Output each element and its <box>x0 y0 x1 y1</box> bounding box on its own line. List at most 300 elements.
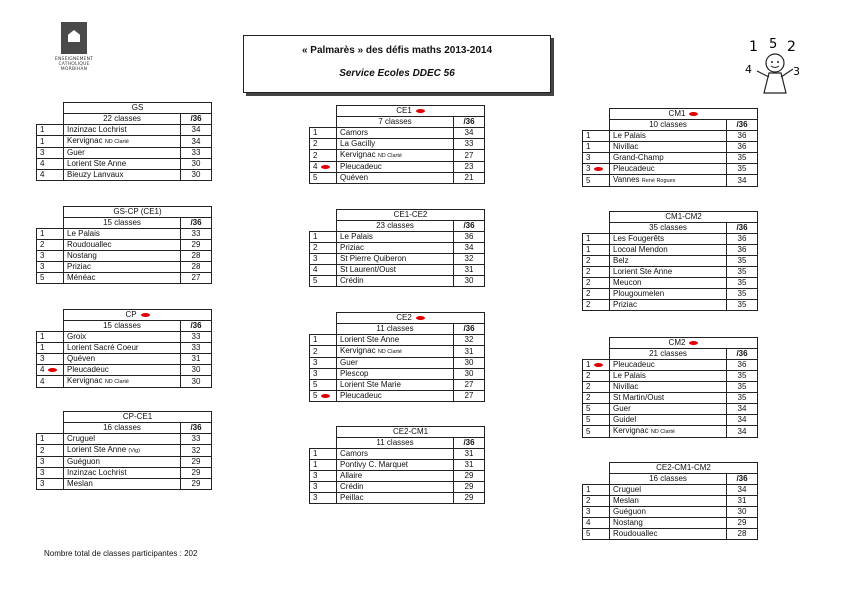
school-cell: Lorient Ste Anne <box>64 159 181 170</box>
rank-cell: 4 <box>37 365 64 376</box>
rank-cell: 5 <box>310 276 337 287</box>
score-cell: 34 <box>181 125 212 136</box>
table-row <box>583 360 758 371</box>
school-cell: Lorient Sacré Coeur <box>64 343 181 354</box>
score-cell: 31 <box>454 346 485 358</box>
table-row <box>37 240 212 251</box>
school-cell: Le Palais <box>337 232 454 243</box>
rank-cell: 3 <box>37 251 64 262</box>
school-qualifier: René Rogues <box>641 178 676 184</box>
rank-cell: 4 <box>310 162 337 173</box>
class-count: 11 classes <box>337 438 454 449</box>
school-cell: Priziac <box>337 243 454 254</box>
class-count: 10 classes <box>610 120 727 131</box>
rank-cell: 1 <box>37 125 64 136</box>
document-title: « Palmarès » des défis maths 2013-2014 <box>301 45 493 56</box>
score-cell: 36 <box>727 131 758 142</box>
red-highlight-mark <box>321 165 330 169</box>
total-classes-note: Nombre total de classes participantes : 202 <box>44 549 198 558</box>
table-gs <box>36 102 212 181</box>
table-row <box>310 335 485 346</box>
school-cell: Meslan <box>64 479 181 490</box>
score-cell: 32 <box>181 445 212 457</box>
class-count: 11 classes <box>337 324 454 335</box>
school-cell: Crédin <box>337 276 454 287</box>
score-cell: 35 <box>727 164 758 175</box>
table-row <box>310 358 485 369</box>
rank-cell: 1 <box>310 128 337 139</box>
school-cell: Kervignac ND Clarté <box>337 150 454 162</box>
table-row <box>583 393 758 404</box>
table-row <box>583 518 758 529</box>
rank-cell: 2 <box>583 393 610 404</box>
score-cell: 30 <box>454 369 485 380</box>
red-highlight-mark <box>689 341 698 345</box>
school-cell: Quéven <box>64 354 181 365</box>
score-cell: 27 <box>454 391 485 402</box>
score-cell: 30 <box>181 365 212 376</box>
score-cell: 32 <box>454 335 485 346</box>
score-cell: 27 <box>181 273 212 284</box>
school-cell: Inzinzac Lochrist <box>64 125 181 136</box>
score-cell: 33 <box>181 343 212 354</box>
score-cell: 35 <box>727 393 758 404</box>
school-cell: Pleucadeuc <box>64 365 181 376</box>
school-cell: Nostang <box>64 251 181 262</box>
rank-cell: 1 <box>37 136 64 148</box>
table-title: CE1 <box>337 106 485 117</box>
table-row <box>310 232 485 243</box>
score-cell: 29 <box>181 240 212 251</box>
max-score: /36 <box>181 218 212 229</box>
table-row <box>37 125 212 136</box>
school-cell: Lorient Ste Anne (Vig) <box>64 445 181 457</box>
school-cell: Pleucadeuc <box>610 164 727 175</box>
table-row <box>37 445 212 457</box>
school-cell: Vannes René Rogues <box>610 175 727 187</box>
table-row <box>310 128 485 139</box>
rank-cell: 1 <box>583 234 610 245</box>
table-title: CP-CE1 <box>64 412 212 423</box>
class-count: 16 classes <box>64 423 181 434</box>
school-cell: Peillac <box>337 493 454 504</box>
score-cell: 29 <box>181 468 212 479</box>
max-score: /36 <box>727 120 758 131</box>
table-row <box>310 173 485 184</box>
red-highlight-mark <box>48 368 57 372</box>
ddec-logo <box>44 22 104 88</box>
rank-cell: 1 <box>310 232 337 243</box>
school-cell: Nostang <box>610 518 727 529</box>
rank-cell: 3 <box>310 254 337 265</box>
table-row <box>310 265 485 276</box>
table-row <box>37 343 212 354</box>
rank-cell: 2 <box>310 150 337 162</box>
school-cell: Pleucadeuc <box>610 360 727 371</box>
table-row <box>310 482 485 493</box>
school-cell: Lorient Ste Anne <box>610 267 727 278</box>
table-ce1ce2 <box>309 209 485 287</box>
score-cell: 36 <box>727 245 758 256</box>
table-row <box>37 468 212 479</box>
rank-cell: 2 <box>310 139 337 150</box>
max-score: /36 <box>181 114 212 125</box>
table-row <box>310 449 485 460</box>
class-count: 7 classes <box>337 117 454 128</box>
table-row <box>583 131 758 142</box>
table-row <box>37 229 212 240</box>
table-row <box>37 479 212 490</box>
rank-cell: 1 <box>583 245 610 256</box>
school-cell: Les Fougerêts <box>610 234 727 245</box>
school-cell: Priziac <box>64 262 181 273</box>
document-header <box>243 35 551 93</box>
score-cell: 27 <box>454 380 485 391</box>
school-cell: La Gacilly <box>337 139 454 150</box>
max-score: /36 <box>727 474 758 485</box>
table-row <box>37 136 212 148</box>
score-cell: 33 <box>181 148 212 159</box>
school-cell: Le Palais <box>610 131 727 142</box>
rank-cell: 1 <box>37 332 64 343</box>
school-cell: Kervignac ND Clarté <box>64 136 181 148</box>
school-cell: Plescop <box>337 369 454 380</box>
score-cell: 29 <box>454 471 485 482</box>
score-cell: 35 <box>727 267 758 278</box>
school-cell: Nivillac <box>610 142 727 153</box>
table-row <box>37 273 212 284</box>
score-cell: 34 <box>727 404 758 415</box>
score-cell: 35 <box>727 256 758 267</box>
rank-cell: 1 <box>310 335 337 346</box>
table-row <box>310 460 485 471</box>
score-cell: 30 <box>181 376 212 388</box>
table-row <box>310 391 485 402</box>
score-cell: 31 <box>727 496 758 507</box>
school-qualifier: ND Clarté <box>377 349 402 355</box>
score-cell: 34 <box>727 426 758 438</box>
score-cell: 30 <box>181 159 212 170</box>
rank-cell: 3 <box>583 153 610 164</box>
rank-cell: 1 <box>583 485 610 496</box>
table-row <box>310 254 485 265</box>
school-cell: Inzinzac Lochrist <box>64 468 181 479</box>
score-cell: 21 <box>454 173 485 184</box>
class-count: 22 classes <box>64 114 181 125</box>
rank-cell: 4 <box>37 170 64 181</box>
school-cell: Cruguel <box>610 485 727 496</box>
rank-cell: 2 <box>37 445 64 457</box>
class-count: 15 classes <box>64 321 181 332</box>
red-highlight-mark <box>321 394 330 398</box>
table-row <box>310 346 485 358</box>
table-row <box>583 300 758 311</box>
table-row <box>37 148 212 159</box>
rank-cell: 1 <box>310 460 337 471</box>
school-cell: Le Palais <box>610 371 727 382</box>
rank-cell: 2 <box>583 382 610 393</box>
school-qualifier: ND Clarté <box>104 379 129 385</box>
school-cell: Kervignac ND Clarté <box>64 376 181 388</box>
table-gscp <box>36 206 212 284</box>
table-row <box>37 376 212 388</box>
school-cell: Nivillac <box>610 382 727 393</box>
score-cell: 33 <box>181 434 212 445</box>
table-row <box>310 162 485 173</box>
school-cell: Allaire <box>337 471 454 482</box>
school-cell: St Laurent/Oust <box>337 265 454 276</box>
rank-cell: 2 <box>310 346 337 358</box>
rank-cell: 5 <box>583 175 610 187</box>
rank-cell: 1 <box>583 142 610 153</box>
rank-cell: 5 <box>583 529 610 540</box>
table-row <box>583 267 758 278</box>
score-cell: 29 <box>454 482 485 493</box>
rank-cell: 3 <box>310 493 337 504</box>
rank-cell: 5 <box>583 426 610 438</box>
score-cell: 29 <box>454 493 485 504</box>
class-count: 23 classes <box>337 221 454 232</box>
score-cell: 32 <box>454 254 485 265</box>
school-cell: Lorient Ste Anne <box>337 335 454 346</box>
table-row <box>310 243 485 254</box>
score-cell: 36 <box>727 142 758 153</box>
logo-emblem <box>61 22 87 54</box>
school-cell: Crédin <box>337 482 454 493</box>
school-qualifier: (Vig) <box>128 448 140 454</box>
rank-cell: 1 <box>583 131 610 142</box>
school-cell: Camors <box>337 128 454 139</box>
table-row <box>583 485 758 496</box>
rank-cell: 4 <box>37 159 64 170</box>
school-cell: Pontivy C. Marquet <box>337 460 454 471</box>
score-cell: 34 <box>727 415 758 426</box>
document-subtitle: Service Ecoles DDEC 56 <box>339 68 455 79</box>
table-row <box>37 332 212 343</box>
score-cell: 35 <box>727 382 758 393</box>
max-score: /36 <box>454 221 485 232</box>
max-score: /36 <box>454 324 485 335</box>
score-cell: 30 <box>454 276 485 287</box>
class-count: 16 classes <box>610 474 727 485</box>
score-cell: 34 <box>727 175 758 187</box>
mascot-digit: 1 <box>749 39 758 55</box>
score-cell: 34 <box>454 243 485 254</box>
rank-cell: 2 <box>310 243 337 254</box>
rank-cell: 5 <box>583 415 610 426</box>
table-cm2 <box>582 337 758 438</box>
table-title: CP <box>64 310 212 321</box>
red-highlight-mark <box>141 313 150 317</box>
school-cell: Pleucadeuc <box>337 162 454 173</box>
rank-cell: 5 <box>310 391 337 402</box>
table-title: CE1-CE2 <box>337 210 485 221</box>
table-row <box>37 159 212 170</box>
school-cell: Belz <box>610 256 727 267</box>
rank-cell: 1 <box>37 229 64 240</box>
school-cell: St Pierre Quiberon <box>337 254 454 265</box>
rank-cell: 3 <box>583 164 610 175</box>
table-row <box>37 251 212 262</box>
score-cell: 29 <box>181 479 212 490</box>
rank-cell: 2 <box>583 278 610 289</box>
class-count: 21 classes <box>610 349 727 360</box>
score-cell: 30 <box>454 358 485 369</box>
rank-cell: 5 <box>37 273 64 284</box>
school-cell: Pleucadeuc <box>337 391 454 402</box>
rank-cell: 1 <box>310 449 337 460</box>
score-cell: 34 <box>181 136 212 148</box>
table-row <box>310 369 485 380</box>
rank-cell: 2 <box>583 267 610 278</box>
table-row <box>310 493 485 504</box>
table-ce1 <box>309 105 485 184</box>
rank-cell: 3 <box>37 479 64 490</box>
rank-cell: 2 <box>583 300 610 311</box>
table-row <box>37 457 212 468</box>
rank-cell: 4 <box>583 518 610 529</box>
table-row <box>37 354 212 365</box>
school-cell: Kervignac ND Clarté <box>337 346 454 358</box>
score-cell: 30 <box>181 170 212 181</box>
table-row <box>37 434 212 445</box>
score-cell: 23 <box>454 162 485 173</box>
max-score: /36 <box>454 117 485 128</box>
score-cell: 35 <box>727 371 758 382</box>
score-cell: 35 <box>727 153 758 164</box>
rank-cell: 1 <box>583 360 610 371</box>
class-count: 35 classes <box>610 223 727 234</box>
table-cm1cm2 <box>582 211 758 311</box>
red-highlight-mark <box>689 112 698 116</box>
school-cell: Le Palais <box>64 229 181 240</box>
school-qualifier: ND Clarté <box>650 429 675 435</box>
rank-cell: 1 <box>37 343 64 354</box>
rank-cell: 1 <box>37 434 64 445</box>
max-score: /36 <box>181 423 212 434</box>
school-cell: Meslan <box>610 496 727 507</box>
score-cell: 28 <box>181 262 212 273</box>
table-row <box>583 153 758 164</box>
score-cell: 35 <box>727 300 758 311</box>
score-cell: 36 <box>454 232 485 243</box>
rank-cell: 3 <box>310 369 337 380</box>
school-qualifier: ND Clarté <box>104 139 129 145</box>
school-cell: Guidel <box>610 415 727 426</box>
school-cell: Roudouallec <box>64 240 181 251</box>
table-row <box>583 496 758 507</box>
rank-cell: 4 <box>37 376 64 388</box>
red-highlight-mark <box>416 316 425 320</box>
table-row <box>310 150 485 162</box>
table-row <box>310 139 485 150</box>
school-cell: Grand-Champ <box>610 153 727 164</box>
rank-cell: 3 <box>310 358 337 369</box>
table-title: CM1-CM2 <box>610 212 758 223</box>
score-cell: 35 <box>727 278 758 289</box>
score-cell: 36 <box>727 360 758 371</box>
score-cell: 31 <box>181 354 212 365</box>
class-count: 15 classes <box>64 218 181 229</box>
school-cell: St Martin/Oust <box>610 393 727 404</box>
school-cell: Guer <box>337 358 454 369</box>
rank-cell: 3 <box>583 507 610 518</box>
school-cell: Groix <box>64 332 181 343</box>
table-row <box>583 507 758 518</box>
table-ce2cm1cm2 <box>582 462 758 540</box>
table-row <box>37 170 212 181</box>
max-score: /36 <box>727 223 758 234</box>
mascot-digit: 4 <box>745 63 752 76</box>
math-mascot-illustration <box>743 35 807 97</box>
rank-cell: 3 <box>37 468 64 479</box>
max-score: /36 <box>454 438 485 449</box>
score-cell: 31 <box>454 265 485 276</box>
table-row <box>37 262 212 273</box>
school-qualifier: ND Clarté <box>377 153 402 159</box>
table-title: CM2 <box>610 338 758 349</box>
rank-cell: 5 <box>310 380 337 391</box>
table-row <box>583 371 758 382</box>
score-cell: 33 <box>181 332 212 343</box>
table-title: GS-CP (CE1) <box>64 207 212 218</box>
rank-cell: 5 <box>583 404 610 415</box>
rank-cell: 2 <box>583 256 610 267</box>
table-row <box>583 142 758 153</box>
table-row <box>583 382 758 393</box>
mascot-digit: 5 <box>769 37 778 52</box>
rank-cell: 3 <box>310 482 337 493</box>
red-highlight-mark <box>594 167 603 171</box>
rank-cell: 2 <box>583 371 610 382</box>
rank-cell: 3 <box>37 354 64 365</box>
school-cell: Cruguel <box>64 434 181 445</box>
school-cell: Guéguon <box>610 507 727 518</box>
table-row <box>583 415 758 426</box>
rank-cell: 2 <box>37 240 64 251</box>
school-cell: Quéven <box>337 173 454 184</box>
rank-cell: 4 <box>310 265 337 276</box>
table-row <box>583 426 758 438</box>
score-cell: 35 <box>727 289 758 300</box>
score-cell: 34 <box>454 128 485 139</box>
score-cell: 29 <box>727 518 758 529</box>
table-ce2 <box>309 312 485 402</box>
rank-cell: 3 <box>37 457 64 468</box>
score-cell: 31 <box>454 460 485 471</box>
mascot-digit: 3 <box>793 65 800 78</box>
table-title: CE2-CM1-CM2 <box>610 463 758 474</box>
table-cm1 <box>582 108 758 187</box>
max-score: /36 <box>181 321 212 332</box>
red-highlight-mark <box>416 109 425 113</box>
logo-text: ENSEIGNEMENT CATHOLIQUE MORBIHAN <box>54 57 94 72</box>
school-cell: Kervignac ND Clarté <box>610 426 727 438</box>
score-cell: 27 <box>454 150 485 162</box>
rank-cell: 2 <box>583 496 610 507</box>
table-cp <box>36 309 212 388</box>
school-cell: Guéguon <box>64 457 181 468</box>
school-cell: Guer <box>610 404 727 415</box>
school-cell: Lorient Ste Marie <box>337 380 454 391</box>
score-cell: 33 <box>181 229 212 240</box>
rank-cell: 2 <box>583 289 610 300</box>
table-row <box>583 289 758 300</box>
mascot-digit: 2 <box>787 39 796 55</box>
score-cell: 33 <box>454 139 485 150</box>
rank-cell: 3 <box>310 471 337 482</box>
school-cell: Guer <box>64 148 181 159</box>
